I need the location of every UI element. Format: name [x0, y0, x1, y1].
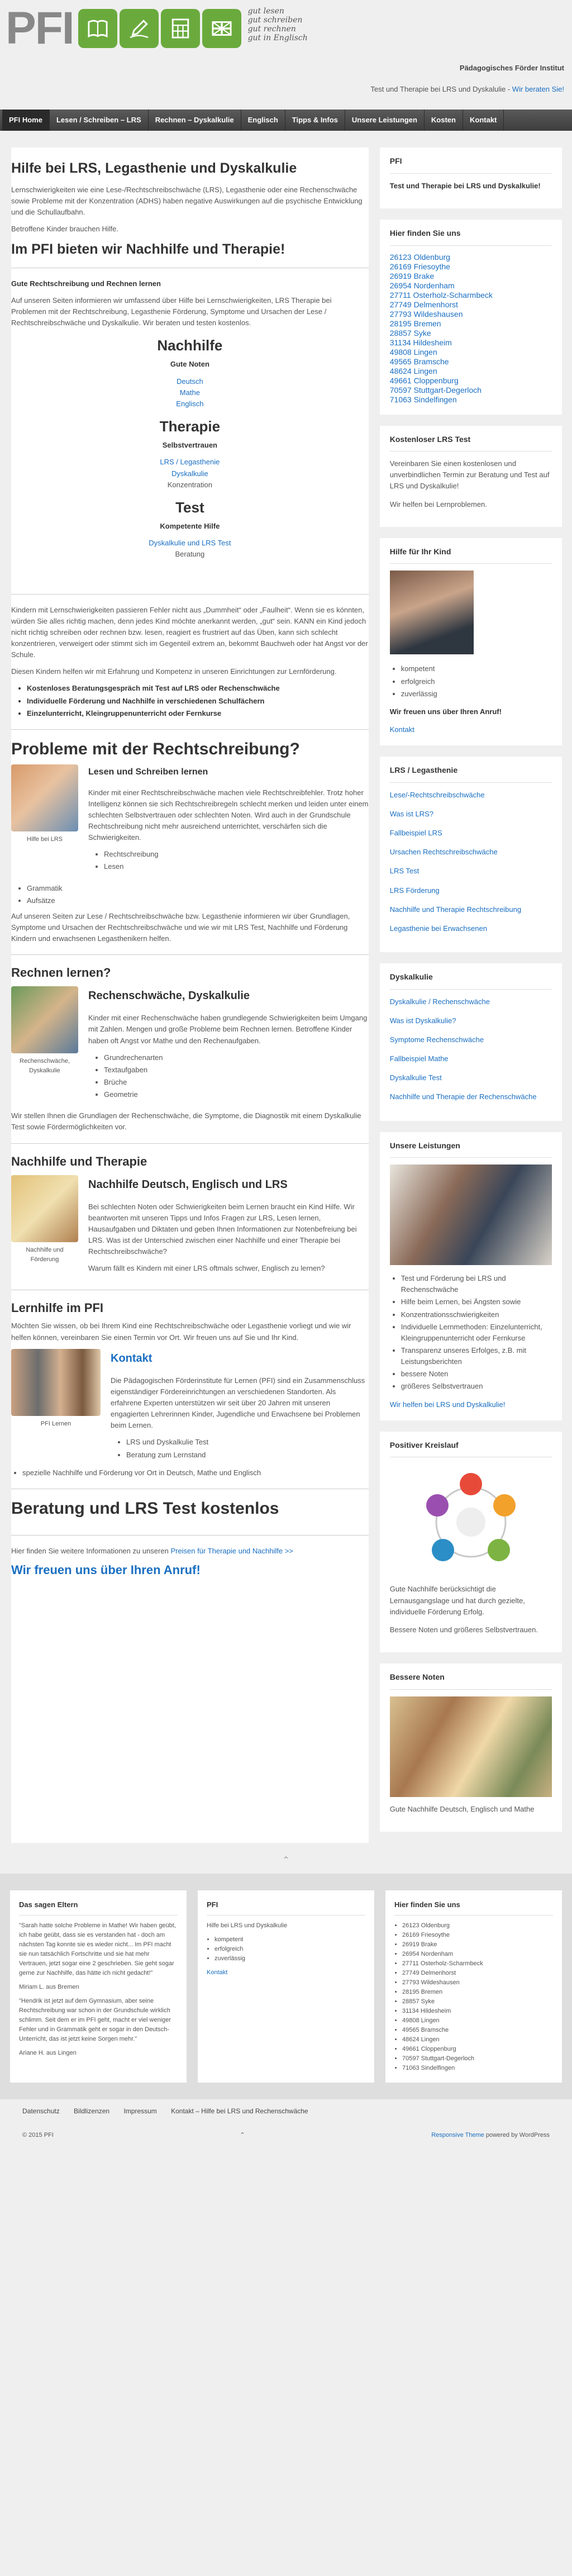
- block-subtitle: Selbstvertrauen: [162, 441, 217, 450]
- testimonial-author: Ariane H. aus Lingen: [19, 2050, 77, 2057]
- card-text-2: Warum fällt es Kindern mit einer LRS oftmals schwer, Englisch zu lernen?: [88, 1264, 325, 1273]
- math-photo: [11, 986, 78, 1053]
- footer-link-bildlizenzen[interactable]: Bildlizenzen: [74, 2107, 110, 2115]
- list-item: • Konzentrationsschwierigkeiten: [401, 1309, 552, 1320]
- footer-widgets: [0, 1874, 572, 2099]
- site-logo[interactable]: [6, 3, 308, 54]
- mid-text: Kindern mit Lernschwierigkeiten passieren Fehler nicht aus „Dummheit“ oder „Faulheit“. Wenn sie es könnten, würden Sie alles richtig machen, denn jedes Kind möchte anerkannt werden, „gut“ sein. KANN ein Kind jedoch nicht richtig schreiben oder rechnen bzw. lesen, reagiert es frustriert auf das Üben, kann sich schlecht konzentrieren, verweigert oder stimmt sich im Gegenteil extrem an, bekommt Bauchweh oder hat Angst vor der Schule.: [11, 605, 368, 659]
- section-title: Rechnen lernen?: [11, 966, 111, 980]
- list-item: • Grundrechenarten: [104, 1052, 369, 1063]
- footer-pfi: [198, 1890, 374, 2083]
- sidebar: [380, 148, 562, 1843]
- section-card: [11, 1175, 369, 1280]
- sidebar-link[interactable]: Dyskalkulie / Rechenschwäche: [389, 997, 490, 1006]
- nav-home[interactable]: PFI Home: [2, 110, 50, 131]
- footer-location-item[interactable]: • 70597 Stuttgart-Degerloch: [402, 2054, 553, 2064]
- intro-text-2: Betroffene Kinder brauchen Hilfe.: [11, 225, 118, 234]
- main-content: [11, 148, 369, 1843]
- list-item: • Test und Förderung bei LRS und Rechenschwäche: [401, 1273, 552, 1295]
- nav-lrs[interactable]: Lesen / Schreiben – LRS: [50, 110, 149, 131]
- footer-location-item[interactable]: • 26954 Nordenham: [402, 1950, 553, 1959]
- sidebar-link[interactable]: Ursachen Rechtschreibschwäche: [389, 848, 498, 857]
- section-title: Probleme mit der Rechtschreibung?: [11, 739, 300, 758]
- list-item: • kompetent: [401, 663, 552, 674]
- nachhilfe-section: [11, 1154, 369, 1280]
- contact-link[interactable]: Kontakt: [389, 725, 414, 734]
- card-title: Kontakt: [111, 1352, 152, 1365]
- nav-englisch[interactable]: Englisch: [241, 110, 285, 131]
- sidebar-link[interactable]: LRS Test: [389, 867, 420, 876]
- theme-credit: [431, 2131, 550, 2140]
- image-figure: [11, 986, 78, 1105]
- section-text: Möchten Sie wissen, ob bei Ihrem Kind eine Rechtschreibschwäche oder Legasthenie vorliegt und wie wir helfen können, vereinbaren Sie einen Termin vor Ort. Wir freuen uns auf Sie und Ihr Kind.: [11, 1322, 351, 1342]
- card-title: Lesen und Schreiben lernen: [88, 767, 208, 777]
- panel-title: Unsere Leistungen: [390, 1140, 552, 1158]
- footer-testimonials: [10, 1890, 187, 2083]
- card-list: [88, 1052, 369, 1101]
- block-title: Therapie: [159, 417, 221, 435]
- panel-title: Dyskalkulie: [390, 971, 552, 990]
- intro-heading: Im PFI bieten wir Nachhilfe und Therapie!: [11, 241, 285, 257]
- nav-leistungen[interactable]: Unsere Leistungen: [345, 110, 425, 131]
- card-title: Nachhilfe Deutsch, Englisch und LRS: [88, 1178, 288, 1191]
- tagline-link[interactable]: Wir beraten Sie!: [512, 85, 564, 93]
- calculator-icon: [161, 9, 200, 48]
- footer-list: [207, 1935, 365, 1964]
- panel-pfi: [380, 148, 562, 208]
- leistungen-link[interactable]: Wir helfen bei LRS und Dyskalkulie!: [389, 1400, 506, 1409]
- card-text: Kinder mit einer Rechtschreibschwäche machen viele Rechtschreibfehler. Trotz hoher Intelligenz können sie sich Rechtschreibregeln schlecht merken und leiden unter einem schlechten Selbstvertrauen oder schlechten Noten. Wird auch in der Grundschule Rechtschreibung nicht mehr ausreichend unterrichtet, verschärfen sich die Schwierigkeiten.: [88, 788, 369, 842]
- panel-dyskalkulie: [380, 963, 562, 1121]
- mid-text-2: Diesen Kindern helfen wir mit Erfahrung und Kompetenz in unseren Einrichtungen zur Lernförderung.: [11, 667, 337, 676]
- footer-location-item[interactable]: • 27711 Osterholz-Scharmbeck: [402, 1959, 553, 1969]
- location-item[interactable]: 28195 Bremen: [389, 319, 441, 328]
- footer-location-list: [394, 1921, 553, 2074]
- list-item: • LRS und Dyskalkulie Test: [126, 1437, 369, 1448]
- panel-noten: [380, 1664, 562, 1832]
- location-item[interactable]: 31134 Hildesheim: [389, 338, 452, 347]
- tagline-text: Test und Therapie bei LRS und Dyskalulie -: [370, 85, 512, 93]
- cta-section: [11, 1499, 369, 1578]
- list-item: • Hilfe beim Lernen, bei Ängsten sowie: [401, 1296, 552, 1308]
- list-item: • Aufsätze: [27, 895, 369, 906]
- sidebar-link[interactable]: Fallbeispiel Mathe: [389, 1054, 449, 1063]
- section-title: Lernhilfe im PFI: [11, 1301, 104, 1315]
- footer-location-item[interactable]: • 27793 Wildeshausen: [402, 1978, 553, 1988]
- location-item[interactable]: 49661 Cloppenburg: [389, 376, 459, 385]
- location-item[interactable]: 49808 Lingen: [389, 347, 437, 357]
- list-item: • bessere Noten: [401, 1368, 552, 1380]
- footer-location-item[interactable]: • 27749 Delmenhorst: [402, 1969, 553, 1978]
- rechtschreibung-section: [11, 740, 369, 944]
- card-list-2: [11, 1467, 369, 1479]
- location-list: [390, 253, 552, 405]
- flag-icon: [202, 9, 241, 48]
- location-item[interactable]: 26123 Oldenburg: [389, 252, 450, 262]
- block-link[interactable]: Deutsch: [177, 377, 203, 386]
- sidebar-link[interactable]: Lese/-Rechtschreibschwäche: [389, 790, 485, 799]
- footer-location-item[interactable]: • 71063 Sindelfingen: [402, 2064, 553, 2073]
- students-photo: [390, 1696, 552, 1797]
- panel-list: [390, 663, 552, 699]
- list-item: • kompetent: [214, 1935, 365, 1945]
- footer-link-datenschutz[interactable]: Datenschutz: [22, 2107, 60, 2115]
- section-card: [11, 1349, 369, 1465]
- panel-title: Hilfe für Ihr Kind: [390, 546, 552, 564]
- block-subtitle: Kompetente Hilfe: [160, 522, 220, 531]
- logo-slogan: [248, 7, 308, 42]
- card-list: [88, 849, 369, 872]
- panel-text-2: Wir helfen bei Lernproblemen.: [389, 500, 487, 508]
- panel-title: Kostenloser LRS Test: [390, 434, 552, 452]
- pencil-icon: [120, 9, 159, 48]
- divider: [11, 954, 369, 955]
- nav-dyskalkulie[interactable]: Rechnen – Dyskalkulie: [149, 110, 241, 131]
- panel-text: Wir freuen uns über Ihren Anruf!: [389, 707, 502, 716]
- panel-text: Test und Therapie bei LRS und Dyskalkulie!: [389, 181, 541, 190]
- cta-text-label: Hier finden Sie weitere Informationen zu unseren: [11, 1546, 171, 1555]
- image-figure: [11, 1349, 101, 1465]
- copyright-text: © 2015 PFI: [22, 2132, 54, 2139]
- chevron-up-icon[interactable]: ⌃: [282, 1855, 290, 1865]
- panel-text: Gute Nachhilfe Deutsch, Englisch und Mathe: [389, 1804, 535, 1813]
- card-list: [111, 1437, 369, 1460]
- block-link[interactable]: LRS / Legasthenie: [160, 458, 220, 467]
- panel-list: [390, 1273, 552, 1392]
- location-item[interactable]: 27793 Wildeshausen: [389, 309, 463, 319]
- card-text: Bei schlechten Noten oder Schwierigkeiten beim Lernen braucht ein Kind Hilfe. Wir beantworten mit unseren Tipps und Infos Fragen zur LRS, Lesen lernen, Hausaufgaben und Diktaten und geben Ihnen Informationen zur Notenbefreiung bei LRS. Was ist der Unterschied zwischen einer Nachhilfe und einer Therapie bei Rechtschreibschwäche?: [88, 1202, 357, 1256]
- block-item: Beratung: [175, 550, 205, 559]
- org-name: Pädagogisches Förder Institut: [459, 64, 564, 72]
- card-list-2: [11, 883, 369, 906]
- footer-link-impressum[interactable]: Impressum: [123, 2107, 157, 2115]
- block-title: Nachhilfe: [157, 337, 223, 354]
- footer-location-item[interactable]: • 31134 Hildesheim: [402, 2007, 553, 2016]
- list-item: • größeres Selbstvertrauen: [401, 1381, 552, 1392]
- sidebar-link[interactable]: Nachhilfe und Therapie Rechtschreibung: [389, 905, 522, 914]
- image-caption: PFI Lernen: [40, 1420, 72, 1427]
- location-item[interactable]: 70597 Stuttgart-Degerloch: [389, 385, 482, 395]
- test-block: [11, 496, 369, 560]
- panel-title: Bessere Noten: [390, 1671, 552, 1690]
- footer-contact-link[interactable]: Kontakt: [207, 1969, 228, 1976]
- section-title: Nachhilfe und Therapie: [11, 1154, 147, 1168]
- therapie-block: [11, 415, 369, 491]
- theme-link[interactable]: Responsive Theme: [431, 2132, 484, 2139]
- rechnen-section: [11, 965, 369, 1133]
- testimonial-quote: "Hendrik ist jetzt auf dem Gymnasium, aber seine Rechtschreibung war schon in der Grundschule wirklich schlimm. Seit dem er im PFI geht, macht er viel weniger Fehler und in Grammatik geht er sogar in den Deutsch-Unterricht, das ist jetzt keine Sorgen mehr.": [19, 1998, 171, 2043]
- block-link[interactable]: Mathe: [179, 388, 200, 397]
- counselor-photo: [390, 571, 474, 654]
- list-item: • Brüche: [104, 1077, 369, 1088]
- footer-location-item[interactable]: • 26169 Friesoythe: [402, 1931, 553, 1940]
- powered-text: powered by WordPress: [484, 2132, 550, 2139]
- footer-locations: [385, 1890, 562, 2083]
- testimonial-quote: "Sarah hatte solche Probleme in Mathe! Wir haben geübt, ich habe geübt, dass sie es verstanden hat - doch am nächsten Tag konnte sie es wieder nicht... Im PFI macht sie nun tatsächlich Fortschritte und sie hat mehr Vertrauen, jetzt sogar eine 2 geschrieben. Sie geht sogar gerne zur Nachhilfe, das hätte ich nicht gedacht!": [19, 1922, 176, 1976]
- nav-kosten[interactable]: Kosten: [425, 110, 463, 131]
- image-figure: [11, 764, 78, 877]
- list-item: • Beratung zum Lernstand: [126, 1449, 369, 1461]
- main-nav: [0, 110, 572, 131]
- logo-text: PFI: [6, 3, 74, 54]
- list-item: • Transparenz unseres Erfolges, z.B. mit Leistungsberichten: [401, 1345, 552, 1367]
- section-card: [11, 764, 369, 877]
- list-item: • Individuelle Lernmethoden: Einzelunterricht, Kleingruppenunterricht oder Fernkurse: [401, 1322, 552, 1344]
- location-item[interactable]: 71063 Sindelfingen: [389, 395, 457, 404]
- panel-lrs: [380, 757, 562, 952]
- list-item: • Textaufgaben: [104, 1064, 369, 1076]
- panel-title: Hier finden Sie uns: [390, 227, 552, 246]
- footer-location-item[interactable]: • 48624 Lingen: [402, 2035, 553, 2045]
- panel-locations: [380, 220, 562, 415]
- list-item: • Geometrie: [104, 1089, 369, 1100]
- block-item: Konzentration: [167, 480, 212, 489]
- slogan-line: gut rechnen: [247, 25, 296, 34]
- location-item[interactable]: 28857 Syke: [389, 328, 431, 338]
- card-text: Kinder mit einer Rechenschwäche haben grundlegende Schwierigkeiten beim Umgang mit Zahlen. Mengen und große Probleme beim Rechnen lernen. Betroffene Kinder haben oft Angst vor Mathe und den Rechenaufgaben.: [88, 1014, 368, 1045]
- learning-photo: [11, 1175, 78, 1242]
- footer-text: Hilfe bei LRS und Dyskalkulie: [207, 1922, 288, 1929]
- child-photo: [11, 764, 78, 831]
- list-item: • Grammatik: [27, 883, 369, 894]
- section-title: Beratung und LRS Test kostenlos: [11, 1499, 279, 1518]
- slogan-line: gut schreiben: [247, 16, 303, 25]
- consulting-photo: [390, 1165, 552, 1265]
- image-caption: Hilfe bei LRS: [26, 835, 63, 843]
- location-item[interactable]: 48624 Lingen: [389, 366, 437, 376]
- sidebar-link[interactable]: Was ist Dyskalkulie?: [389, 1016, 456, 1025]
- block-subtitle: Gute Noten: [170, 360, 209, 369]
- site-header: [0, 0, 572, 110]
- section-text: Auf unseren Seiten zur Lese / Rechtschreibschwäche bzw. Legasthenie informieren wir über Grundlagen, Symptome und Ursachen der Rechtschreibschwäche und wie wir mit LRS Test, Nachhilfe und Förderung Kindern und erwachsenen Legasthenikern helfen.: [11, 911, 350, 943]
- slogan-line: gut in Englisch: [247, 34, 308, 42]
- image-figure: [11, 1175, 78, 1280]
- list-item: • erfolgreich: [214, 1945, 365, 1954]
- location-item[interactable]: 49565 Bramsche: [389, 357, 449, 366]
- footer-location-item[interactable]: • 28857 Syke: [402, 1997, 553, 2007]
- cta-heading: Wir freuen uns über Ihren Anruf!: [11, 1562, 201, 1577]
- sidebar-link[interactable]: Symptome Rechenschwäche: [389, 1035, 484, 1044]
- section-card: [11, 986, 369, 1105]
- location-item[interactable]: 26919 Brake: [389, 271, 435, 281]
- divider: [11, 729, 369, 730]
- panel-kreislauf: [380, 1432, 562, 1652]
- image-caption: Nachhilfe und Förderung: [26, 1246, 64, 1263]
- footer-location-item[interactable]: • 49661 Cloppenburg: [402, 2045, 553, 2054]
- card-title: Rechenschwäche, Dyskalkulie: [88, 990, 250, 1002]
- panel-leistungen: [380, 1132, 562, 1420]
- list-item: • spezielle Nachhilfe und Förderung vor Ort in Deutsch, Mathe und Englisch: [22, 1467, 369, 1479]
- nav-tipps[interactable]: Tipps & Infos: [285, 110, 345, 131]
- panel-title: Positiver Kreislauf: [390, 1439, 552, 1458]
- sidebar-link[interactable]: Nachhilfe und Therapie der Rechenschwäche: [389, 1092, 537, 1101]
- footer-location-item[interactable]: • 28195 Bremen: [402, 1988, 553, 1997]
- card-text: Die Pädagogischen Förderinstitute für Lernen (PFI) sind ein Zusammenschluss eigenständiger Fördereinrichtungen an verschiedenen Standorten. Als erfahrene Experten unterstützen wir seit über 20 Jahren mit unseren engagierten Lehrerinnen Kinder, Jugendliche und Erwachsene bei Problemen beim Lernen.: [111, 1376, 365, 1430]
- list-item: • zuverlässig: [214, 1954, 365, 1964]
- nachhilfe-block: [11, 334, 369, 410]
- divider: [11, 594, 369, 595]
- block-link[interactable]: Dyskalkulie: [171, 469, 208, 478]
- panel-text: Vereinbaren Sie einen kostenlosen und unverbindlichen Termin zur Beratung und Test auf LRS und Dyskalkulie!: [389, 459, 550, 491]
- scroll-top-icon[interactable]: ⌃: [240, 2132, 245, 2139]
- sidebar-link[interactable]: Fallbeispiel LRS: [389, 829, 442, 838]
- sidebar-link[interactable]: Was ist LRS?: [389, 809, 434, 818]
- location-item[interactable]: 27711 Osterholz-Scharmbeck: [389, 290, 493, 300]
- block-title: Test: [175, 498, 204, 516]
- footer-location-item[interactable]: • 49565 Bramsche: [402, 2026, 553, 2035]
- testimonial-author: Miriam L. aus Bremen: [19, 1984, 79, 1991]
- intro-section: [11, 160, 369, 329]
- location-item[interactable]: 26169 Friesoythe: [389, 262, 450, 271]
- intro-text: Lernschwierigkeiten wie eine Lese-/Rechtschreibschwäche (LRS), Legasthenie oder eine Rechenschwäche sowie Probleme mit der Konzentration (ADHS) haben negative Auswirkungen auf die psychische Entwicklung und die Schullaufbahn.: [11, 186, 363, 217]
- list-item: • Einzelunterricht, Kleingruppenunterricht oder Fernkurse: [27, 708, 369, 719]
- sidebar-link[interactable]: Dyskalkulie Test: [389, 1073, 442, 1082]
- team-photo: [11, 1349, 101, 1416]
- panel-test: [380, 426, 562, 527]
- sidebar-link[interactable]: Legasthenie bei Erwachsenen: [389, 924, 487, 933]
- panel-text: Gute Nachhilfe berücksichtigt die Lernausgangslage und hat durch gezielte, individuelle Förderung Erfolg.: [389, 1585, 525, 1616]
- header-tagline: [370, 84, 564, 95]
- section-text: Wir stellen Ihnen die Grundlagen der Rechenschwäche, die Symptome, die Diagnostik mit einem Dyskalkulie Test sowie Fördermöglichkeiten vor.: [11, 1111, 361, 1132]
- list-item: • zuverlässig: [401, 688, 552, 700]
- block-link[interactable]: Dyskalkulie und LRS Test: [149, 539, 231, 548]
- list-item: • Rechtschreibung: [104, 849, 369, 860]
- footer-title: Hier finden Sie uns: [394, 1899, 553, 1916]
- panel-title: LRS / Legasthenie: [390, 764, 552, 783]
- copyright-bar: [0, 2123, 572, 2148]
- nav-kontakt[interactable]: Kontakt: [463, 110, 504, 131]
- location-item[interactable]: 27749 Delmenhorst: [389, 300, 458, 309]
- footer-link-kontakt[interactable]: Kontakt – Hilfe bei LRS und Rechenschwäche: [171, 2107, 308, 2115]
- image-caption: Rechenschwäche, Dyskalkulie: [20, 1058, 70, 1075]
- list-item: • Kostenloses Beratungsgespräch mit Test auf LRS oder Rechenschwäche: [27, 683, 369, 694]
- divider: [11, 1143, 369, 1144]
- benefits-list: [11, 683, 369, 719]
- panel-hilfe: [380, 538, 562, 745]
- footer-location-item[interactable]: • 26919 Brake: [402, 1940, 553, 1950]
- page-title: Hilfe bei LRS, Legasthenie und Dyskalkulie: [11, 160, 297, 176]
- prices-link[interactable]: Preisen für Therapie und Nachhilfe >>: [170, 1546, 293, 1555]
- intro-subheading: Gute Rechtschreibung und Rechnen lernen: [11, 279, 161, 288]
- footer-location-item[interactable]: • 26123 Oldenburg: [402, 1921, 553, 1931]
- block-link[interactable]: Englisch: [176, 399, 204, 408]
- list-item: • Individuelle Förderung und Nachhilfe in verschiedenen Schulfächern: [27, 696, 369, 707]
- footer-title: Das sagen Eltern: [19, 1899, 178, 1916]
- divider: [11, 1535, 369, 1536]
- cycle-diagram: [415, 1466, 527, 1578]
- cta-text: [11, 1546, 369, 1557]
- slogan-line: gut lesen: [247, 7, 284, 16]
- location-item[interactable]: 26954 Nordenham: [389, 281, 455, 290]
- panel-title: PFI: [390, 155, 552, 174]
- footer-menu: [0, 2099, 572, 2123]
- intro-text-3: Auf unseren Seiten informieren wir umfassend über Hilfe bei Lernschwierigkeiten, LRS Therapie bei Problemen mit der Rechtschreibung, Legasthenie Förderung, Symptome und Ursachen der Lese / Rechtschreibschwäche und Dyskalkulie. Wir beraten und testen kostenlos.: [11, 296, 332, 327]
- sidebar-link[interactable]: LRS Förderung: [389, 886, 440, 895]
- logo-tiles: [78, 9, 241, 48]
- list-item: • erfolgreich: [401, 676, 552, 687]
- footer-title: PFI: [207, 1899, 365, 1916]
- panel-text-2: Bessere Noten und größeres Selbstvertrauen.: [389, 1625, 538, 1634]
- book-icon: [78, 9, 117, 48]
- list-item: • Lesen: [104, 861, 369, 872]
- lernhilfe-section: [11, 1300, 369, 1478]
- footer-location-item[interactable]: • 49808 Lingen: [402, 2016, 553, 2026]
